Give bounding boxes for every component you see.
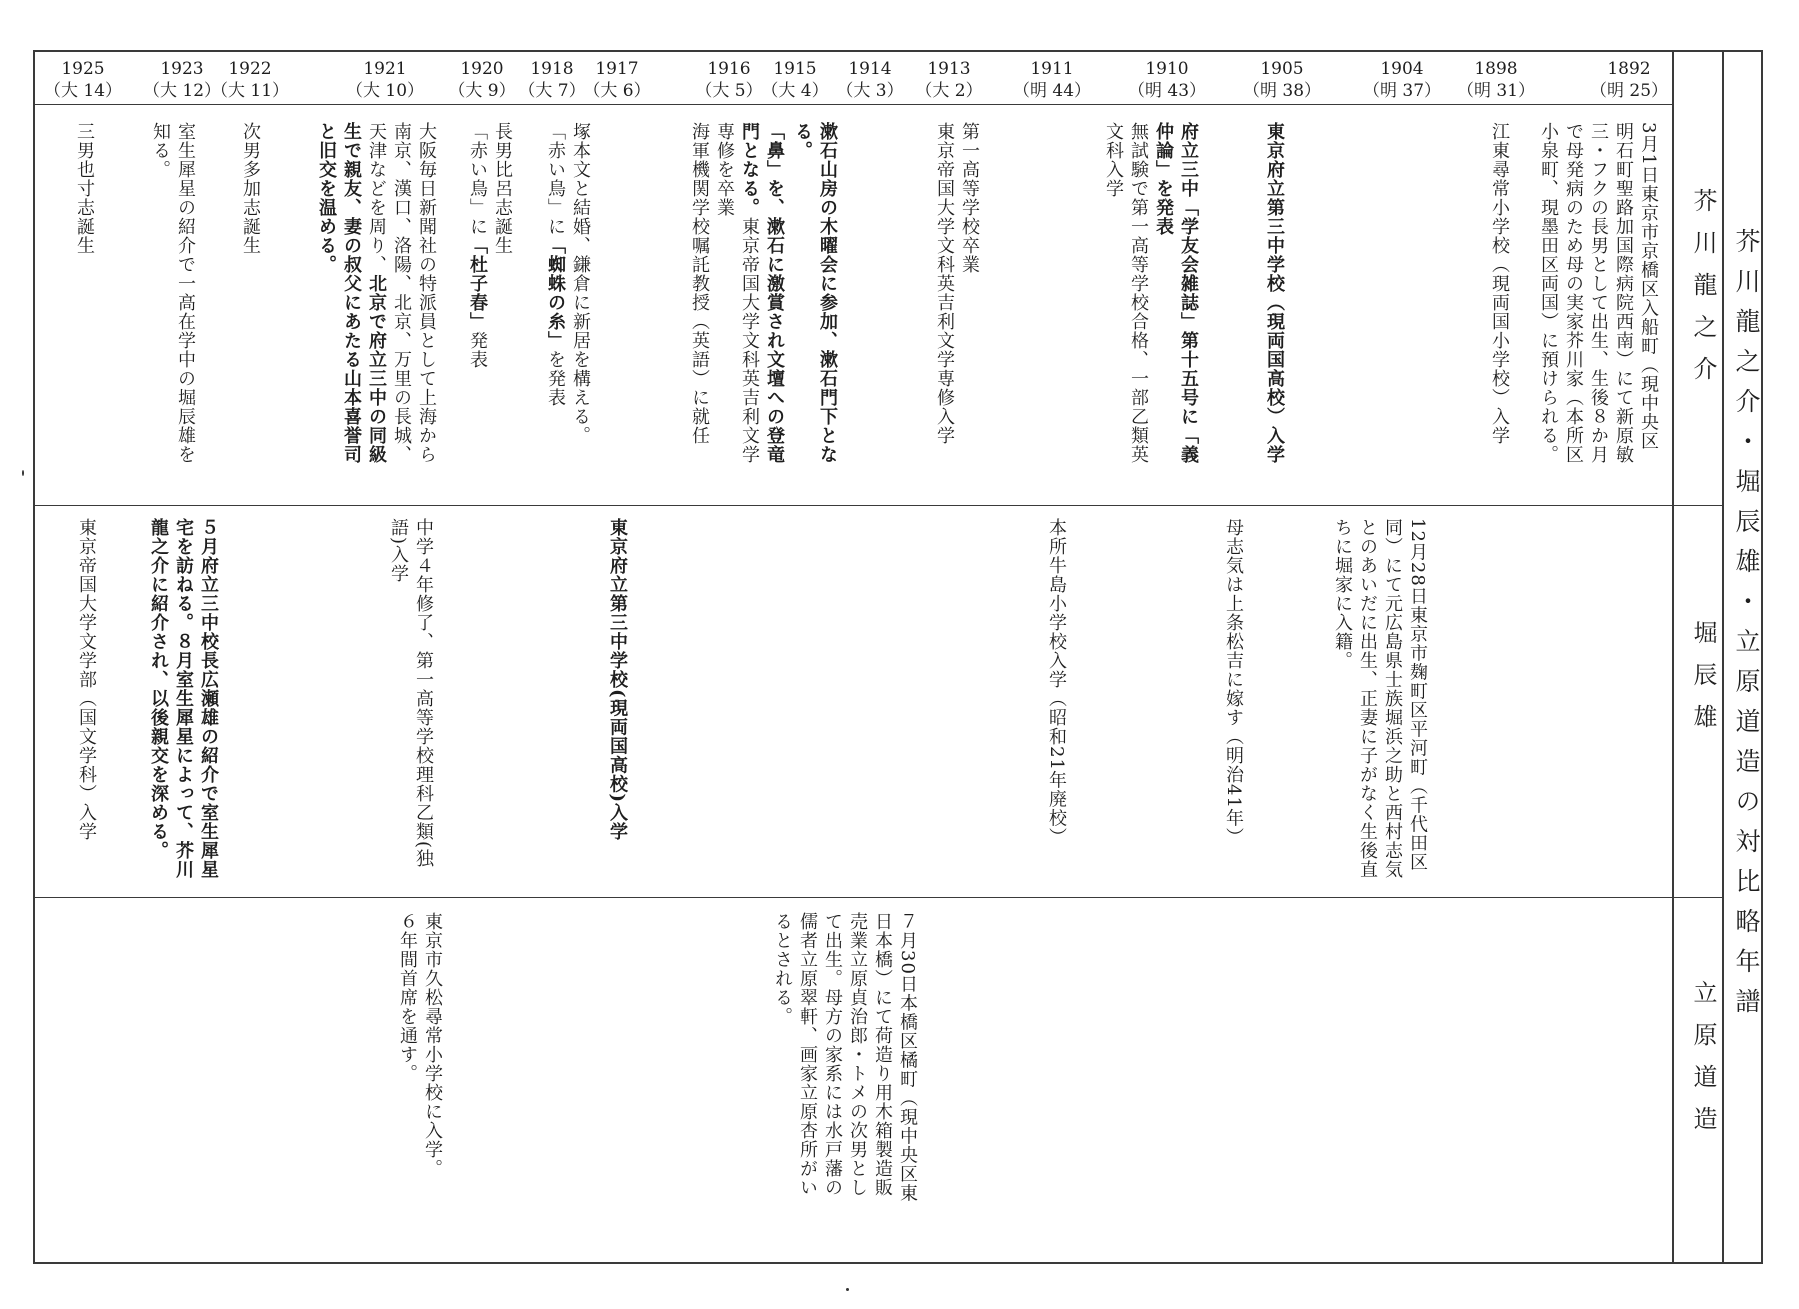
title-column-divider (1722, 50, 1724, 1264)
akutagawa-1910-line: 府立三中「学友会雑誌」第十五号に「義 (1178, 122, 1199, 464)
tachihara-1914-line: ７月30日本橋区橘町（現中央区東 (897, 912, 918, 1203)
akutagawa-1892-line: 小泉町、現墨田区両国）に預けられる。 (1538, 122, 1559, 464)
akutagawa-1921-line: 大阪毎日新聞社の特派員として上海から (416, 122, 437, 464)
akutagawa-1913-line: 第一高等学校卒業 (959, 122, 980, 274)
year-header: 1916 （大 5） (695, 59, 763, 101)
year-header: 1920 （大 9） (448, 59, 516, 101)
tachihara-1914-line: 売業立原貞治郎・トメの次男とし (847, 912, 868, 1197)
hori-1905-entry: 母志気は上条松吉に嫁す（明治41年） (1223, 518, 1244, 847)
akutagawa-1920-line: 「赤い鳥」に「杜子春」発表 (467, 122, 488, 369)
year-header: 1923 （大 12） (142, 59, 222, 101)
akutagawa-1915-line: る。 (792, 122, 813, 160)
akutagawa-1922-entry: 次男多加志誕生 (240, 122, 261, 255)
hori-1904-line: 同）にて元広島県士族堀浜之助と西村志気 (1382, 518, 1403, 879)
tachihara-1921-line: 東京市久松尋常小学校に入学。 (422, 912, 443, 1178)
year-header: 1898 （明 31） (1456, 59, 1536, 101)
hori-1904-line: とのあいだに出生、正妻に子がなく生後直 (1357, 518, 1378, 879)
akutagawa-1892-line: 3月1日東京市京橋区入船町（現中央区 (1638, 122, 1659, 451)
hori-1925-entry: 東京帝国大学文学部（国文学科）入学 (76, 518, 97, 841)
year-header: 1904 （明 37） (1362, 59, 1442, 101)
year-header: 1905 （明 38） (1242, 59, 1322, 101)
year-header: 1913 （大 2） (915, 59, 983, 101)
hori-1904-line: 12月28日東京市麹町区平河町（千代田区 (1407, 518, 1428, 872)
row-label-tachihara: 立原道造 (1689, 980, 1717, 1148)
hori-1923-line: 宅を訪ねる。８月室生犀星によって、芥川 (173, 518, 194, 879)
hori-1904-line: ちに堀家に入籍。 (1332, 518, 1353, 670)
year-header: 1915 （大 4） (761, 59, 829, 101)
akutagawa-1892-line: で母発病のため母の実家芥川家（本所区 (1563, 122, 1584, 464)
akutagawa-1898-entry: 江東尋常小学校（現両国小学校）入学 (1489, 122, 1510, 445)
akutagawa-1910-line: 文科入学 (1103, 122, 1124, 198)
akutagawa-1923-line: 室生犀星の紹介で一高在学中の堀辰雄を (175, 122, 196, 464)
akutagawa-1921-line: と旧交を温める。 (316, 122, 337, 274)
akutagawa-1916-line: 「鼻」を、漱石に激賞され文壇への登竜 (764, 122, 785, 464)
akutagawa-1915-line: 漱石山房の木曜会に参加、漱石門下とな (817, 122, 838, 464)
akutagawa-1921-line: 南京、漢口、洛陽、北京、万里の長城、 (391, 122, 412, 464)
scan-speck (846, 1288, 849, 1291)
akutagawa-1918-line: 塚本文と結婚、鎌倉に新居を構える。 (570, 122, 591, 445)
tachihara-1921-line: ６年間首席を通す。 (397, 912, 418, 1083)
akutagawa-1910-line: 仲論」を発表 (1153, 122, 1174, 236)
row-label-hori: 堀辰雄 (1689, 620, 1717, 746)
tachihara-1914-line: て出生。母方の家系には水戸藩の (822, 912, 843, 1197)
akutagawa-1923-line: 知る。 (150, 122, 171, 179)
tachihara-1914-line: 儒者立原翠軒、画家立原杏所がい (797, 912, 818, 1197)
akutagawa-1925-entry: 三男也寸志誕生 (74, 122, 95, 255)
akutagawa-1892-line: 三・フクの長男として出生、生後８か月 (1588, 122, 1609, 464)
year-header: 1921 （大 10） (345, 59, 425, 101)
hori-1921-line: 中学４年修了、第一高等学校理科乙類(独 (413, 518, 434, 869)
year-header: 1922 （大 11） (210, 59, 290, 101)
table-border-left (33, 50, 35, 1264)
hori-1923-line: 龍之介に紹介され、以後親交を深める。 (148, 518, 169, 860)
page-title: 芥川龍之介・堀辰雄・立原道造の対比略年譜 (1732, 228, 1761, 1028)
year-header: 1925 （大 14） (43, 59, 123, 101)
akutagawa-1916-line: 門となる。東京帝国大学文科英吉利文学 (739, 122, 760, 464)
akutagawa-1921-line: 天津などを周り、北京で府立三中の同級 (366, 122, 387, 464)
hori-1923-line: ５月府立三中校長広瀬雄の紹介で室生犀星 (198, 518, 219, 879)
row-label-akutagawa: 芥川龍之介 (1689, 188, 1717, 398)
akutagawa-1921-line: 生で親友、妻の叔父にあたる山本喜誉司 (341, 122, 362, 464)
year-header: 1910 （明 43） (1127, 59, 1207, 101)
hori-1921-line: 語)入学 (388, 518, 409, 584)
akutagawa-1892-line: 明石町聖路加国際病院西南）にて新原敏 (1613, 122, 1634, 464)
akutagawa-1916-line: 海軍機関学校嘱託教授（英語）に就任 (689, 122, 710, 445)
akutagawa-1918-line: 「赤い鳥」に「蜘蛛の糸」を発表 (545, 122, 566, 407)
akutagawa-1905-entry: 東京府立第三中学校（現両国高校）入学 (1264, 122, 1285, 464)
row-divider-2 (33, 897, 1723, 898)
table-border-bottom (33, 1262, 1763, 1264)
hori-1917-entry: 東京府立第三中学校(現両国高校)入学 (607, 518, 628, 842)
label-column-divider (1672, 50, 1674, 1264)
year-header-divider (33, 104, 1673, 105)
tachihara-1914-line: るとされる。 (772, 912, 793, 1026)
year-header: 1918 （大 7） (518, 59, 586, 101)
year-header: 1917 （大 6） (583, 59, 651, 101)
akutagawa-1913-line: 東京帝国大学文科英吉利文学専修入学 (934, 122, 955, 445)
year-header: 1892 （明 25） (1589, 59, 1669, 101)
tachihara-1914-line: 日本橋）にて荷造り用木箱製造販 (872, 912, 893, 1197)
year-header: 1914 （大 3） (836, 59, 904, 101)
hori-1911-entry: 本所牛島小学校入学（昭和21年廃校） (1046, 518, 1067, 847)
year-header: 1911 （明 44） (1012, 59, 1092, 101)
scan-speck (22, 470, 24, 476)
row-divider-1 (33, 505, 1723, 506)
akutagawa-1916-line: 専修を卒業 (714, 122, 735, 217)
table-border-top (33, 50, 1763, 52)
akutagawa-1920-line: 長男比呂志誕生 (492, 122, 513, 255)
akutagawa-1910-line: 無試験で第一高等学校合格、一部乙類英 (1128, 122, 1149, 464)
